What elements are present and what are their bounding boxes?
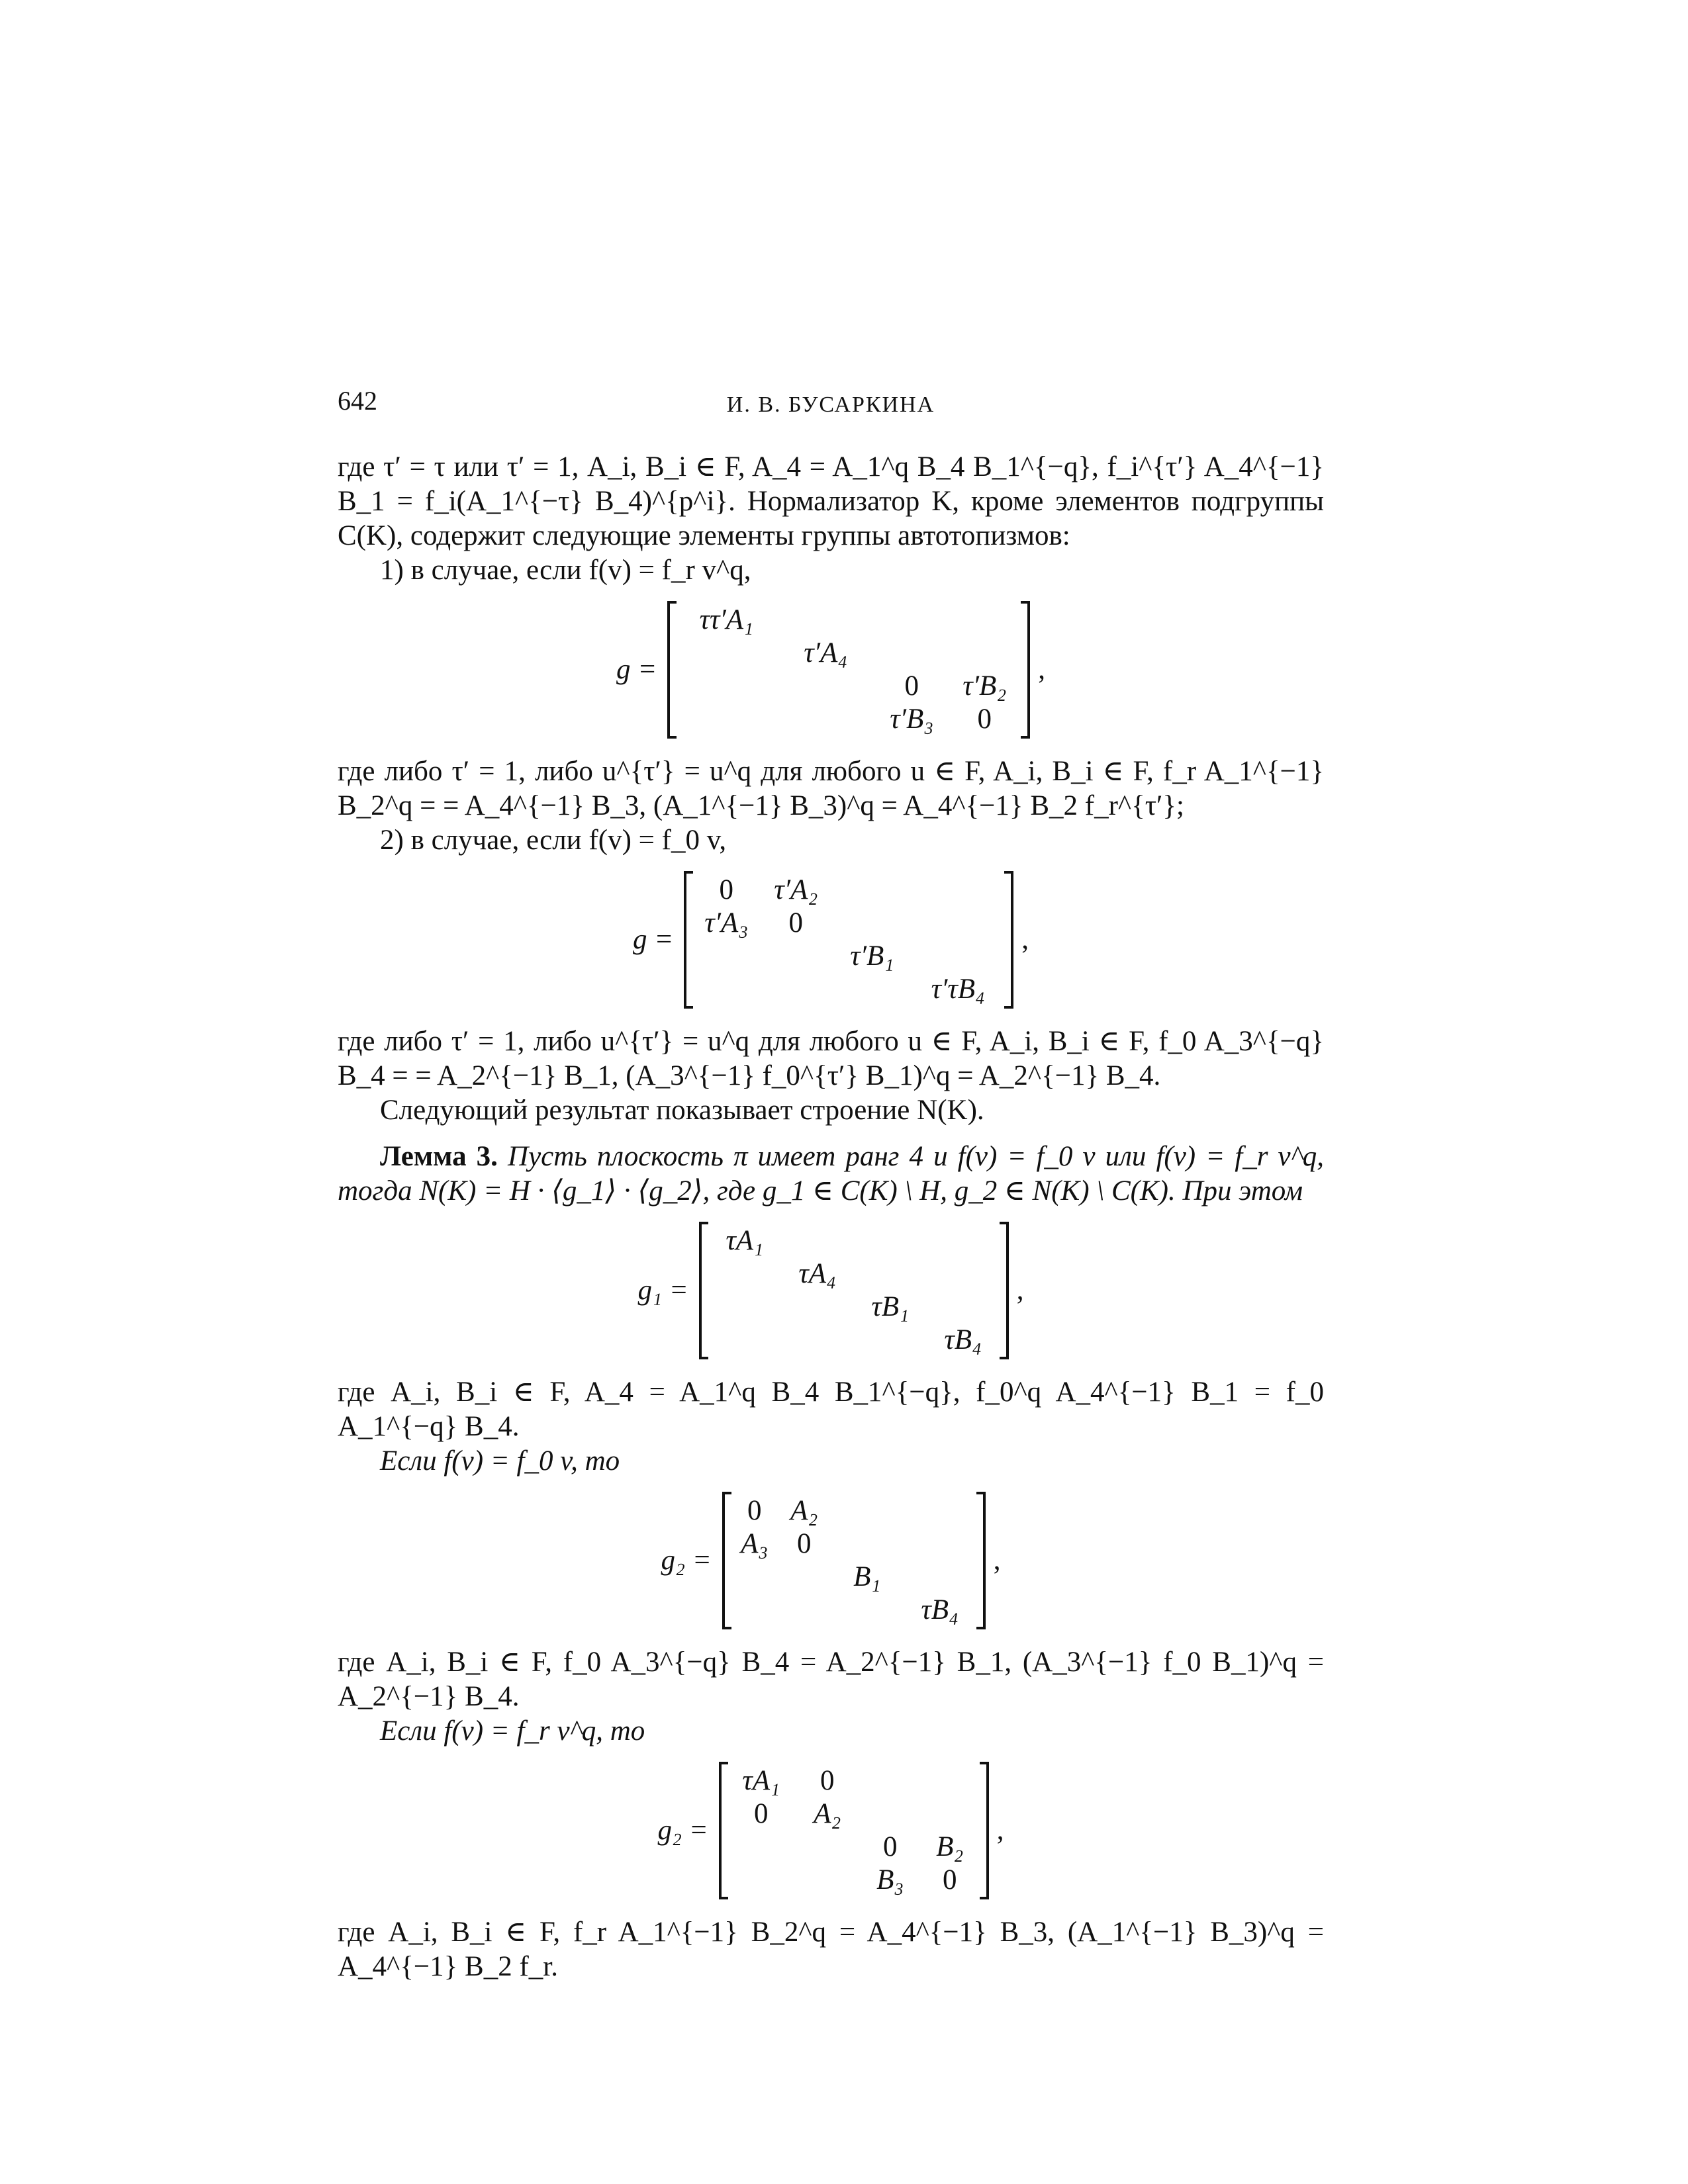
matrix-cell: A₂ <box>790 1495 818 1526</box>
matrix-cell <box>854 1224 927 1257</box>
case-2-intro: 2) в случае, если f(v) = f_0 v, <box>380 825 727 856</box>
matrix-cell: τB₄ <box>921 1594 959 1625</box>
matrix-cell: 0 <box>820 1765 835 1796</box>
matrix-cell <box>920 1764 980 1797</box>
matrix-cell <box>731 1561 778 1594</box>
matrix-cell <box>875 637 948 670</box>
matrix-cell <box>861 1764 920 1797</box>
matrix-cell: τ′B₂ <box>962 670 1007 702</box>
matrix-cell <box>927 1291 1000 1324</box>
matrix-body <box>699 1222 1009 1359</box>
matrix-lhs: g₂ = <box>657 1815 708 1846</box>
matrix-body <box>722 1492 986 1629</box>
matrix-cell <box>854 1257 927 1291</box>
matrix-cell <box>708 1291 781 1324</box>
matrix-cell <box>677 637 776 670</box>
matrix-cell: B₃ <box>876 1864 904 1895</box>
matrix-cell: 0 <box>904 670 919 702</box>
matrix-cell: 0 <box>796 1528 812 1559</box>
matrix-cell <box>912 940 1004 973</box>
if-f0-text: Если f(v) = f_0 v, то <box>380 1445 620 1477</box>
matrix-cell <box>904 1561 976 1594</box>
matrix-cell <box>693 973 759 1006</box>
matrix-cell <box>778 1594 831 1627</box>
page-number: 642 <box>338 386 377 416</box>
matrix-cell <box>861 1797 920 1831</box>
matrix-cell <box>708 1257 781 1291</box>
matrix-cell: A₂ <box>814 1798 841 1829</box>
matrix-cell: τ′B₃ <box>890 704 934 735</box>
matrix-cell <box>693 940 759 973</box>
matrix-cell: 0 <box>753 1798 769 1829</box>
matrix-lhs: g₂ = <box>661 1545 712 1576</box>
matrix-cell <box>794 1864 861 1897</box>
paragraph-11: где A_i, B_i ∈ F, f_r A_1^{−1} B_2^q = A_4^{−1} B_3, (A_1^{−1} B_3)^q = A_4^{−1} B_2 f_r. <box>338 1917 1324 1982</box>
paragraph-7: где A_i, B_i ∈ F, A_4 = A_1^q B_4 B_1^{−q}, f_0^q A_4^{−1} B_1 = f_0 A_1^{−q} B_4. <box>338 1377 1324 1442</box>
lemma-title: Лемма 3. <box>380 1141 498 1172</box>
matrix-cell: τ′τB₄ <box>931 974 985 1005</box>
matrix-cell: τB₁ <box>871 1291 910 1322</box>
matrix-cell <box>677 703 776 736</box>
page-header <box>338 384 1324 424</box>
matrix-cell <box>832 973 912 1006</box>
matrix-cell <box>927 1257 1000 1291</box>
paragraph-5: где либо τ′ = 1, либо u^{τ′} = u^q для любого u ∈ F, A_i, B_i ∈ F, f_0 A_3^{−q} B_4 = = A_2^{−1} B_1, (A_3^{−1} f_0^{τ′} B_1)^q = A_2^{−1} B_4. <box>338 1026 1324 1091</box>
matrix-cell <box>781 1324 854 1357</box>
matrix-comma: , <box>993 1545 1001 1576</box>
paragraph-10 <box>338 1714 1324 1749</box>
matrix-cell: ττ′A₁ <box>699 604 753 635</box>
matrix-lhs: g = <box>632 924 674 955</box>
matrix-lhs: g = <box>616 654 657 685</box>
paragraph-6: Следующий результат показывает строение N(K). <box>380 1095 984 1126</box>
matrix-cell <box>759 940 832 973</box>
matrix-g-case-1 <box>338 601 1324 739</box>
paragraph-9: где A_i, B_i ∈ F, f_0 A_3^{−q} B_4 = A_2^{−1} B_1, (A_3^{−1} f_0 B_1)^q = A_2^{−1} B_4. <box>338 1647 1324 1712</box>
case-1-intro: 1) в случае, если f(v) = f_r v^q, <box>380 555 751 586</box>
matrix-body <box>719 1762 989 1899</box>
matrix-cell <box>781 1291 854 1324</box>
matrix-cell <box>728 1831 794 1864</box>
matrix-cell <box>832 907 912 940</box>
matrix-cell <box>794 1831 861 1864</box>
matrix-cell <box>776 604 875 637</box>
matrix-lhs: g₁ = <box>637 1275 688 1306</box>
matrix-cell: 0 <box>719 874 734 905</box>
matrix-cell: τ′A₄ <box>804 637 848 668</box>
matrix-cell <box>948 604 1021 637</box>
matrix-cell <box>948 637 1021 670</box>
matrix-cell <box>728 1864 794 1897</box>
matrix-cell <box>875 604 948 637</box>
matrix-comma: , <box>1021 924 1029 955</box>
matrix-cell: A₃ <box>741 1528 769 1559</box>
matrix-cell <box>854 1324 927 1357</box>
paragraph-3: где либо τ′ = 1, либо u^{τ′} = u^q для любого u ∈ F, A_i, B_i ∈ F, f_r A_1^{−1} B_2^q = = A_4^{−1} B_3, (A_1^{−1} B_3)^q = A_4^{−1} B_2 f_r^{τ′}; <box>338 756 1324 821</box>
matrix-cell <box>776 703 875 736</box>
matrix-cell: τA₁ <box>742 1765 780 1796</box>
matrix-cell: τ′A₃ <box>704 907 749 938</box>
paragraph-1: где τ′ = τ или τ′ = 1, A_i, B_i ∈ F, A_4 = A_1^q B_4 B_1^{−q}, f_i^{τ′} A_4^{−1} B_1 = f_i(A_1^{−τ} B_4)^{p^i}. Нормализатор K, кроме элементов подгруппы C(K), содержит следующие элементы группы автотопизмов: <box>338 451 1324 551</box>
matrix-cell <box>776 670 875 703</box>
matrix-cell <box>708 1324 781 1357</box>
matrix-g1 <box>338 1222 1324 1359</box>
paragraph-8 <box>338 1444 1324 1479</box>
matrix-cell: 0 <box>747 1495 762 1526</box>
matrix-cell <box>920 1797 980 1831</box>
running-head: И. В. БУСАРКИНА <box>726 392 935 417</box>
matrix-cell: B₁ <box>853 1561 881 1592</box>
matrix-cell <box>677 670 776 703</box>
matrix-g2-f0 <box>338 1492 1324 1629</box>
lemma-statement: Пусть плоскость π имеет ранг 4 и f(v) = f_0 v или f(v) = f_r v^q, тогда N(K) = H · ⟨g_1⟩ · ⟨g_2⟩, где g_1 ∈ C(K) \ H, g_2 ∈ N(K) \ C(K). При этом <box>338 1141 1325 1206</box>
matrix-cell <box>912 874 1004 907</box>
matrix-cell: B₂ <box>936 1831 964 1862</box>
matrix-cell <box>731 1594 778 1627</box>
matrix-comma: , <box>996 1815 1004 1846</box>
matrix-cell <box>759 973 832 1006</box>
matrix-g-case-2 <box>338 871 1324 1009</box>
page <box>338 384 1324 1984</box>
matrix-cell: 0 <box>788 907 804 938</box>
matrix-cell: 0 <box>977 704 992 735</box>
matrix-body <box>667 601 1030 739</box>
matrix-cell <box>904 1494 976 1527</box>
matrix-cell <box>927 1224 1000 1257</box>
matrix-cell: 0 <box>942 1864 957 1895</box>
matrix-cell: τA₁ <box>726 1225 764 1256</box>
matrix-cell <box>778 1561 831 1594</box>
matrix-body <box>684 871 1013 1009</box>
matrix-cell <box>832 874 912 907</box>
matrix-comma: , <box>1038 654 1046 685</box>
matrix-cell <box>831 1594 904 1627</box>
matrix-cell <box>831 1527 904 1561</box>
if-fr-text: Если f(v) = f_r v^q, то <box>380 1715 645 1747</box>
matrix-cell <box>912 907 1004 940</box>
matrix-cell <box>904 1527 976 1561</box>
matrix-cell <box>831 1494 904 1527</box>
matrix-cell: τB₄ <box>944 1324 982 1355</box>
matrix-cell: τ′B₁ <box>850 940 894 972</box>
matrix-cell: τA₄ <box>798 1258 837 1289</box>
matrix-cell <box>781 1224 854 1257</box>
matrix-g2-fr <box>338 1762 1324 1899</box>
matrix-comma: , <box>1016 1275 1024 1306</box>
lemma-3 <box>338 1140 1324 1208</box>
matrix-cell: 0 <box>882 1831 898 1862</box>
matrix-cell: τ′A₂ <box>774 874 818 905</box>
